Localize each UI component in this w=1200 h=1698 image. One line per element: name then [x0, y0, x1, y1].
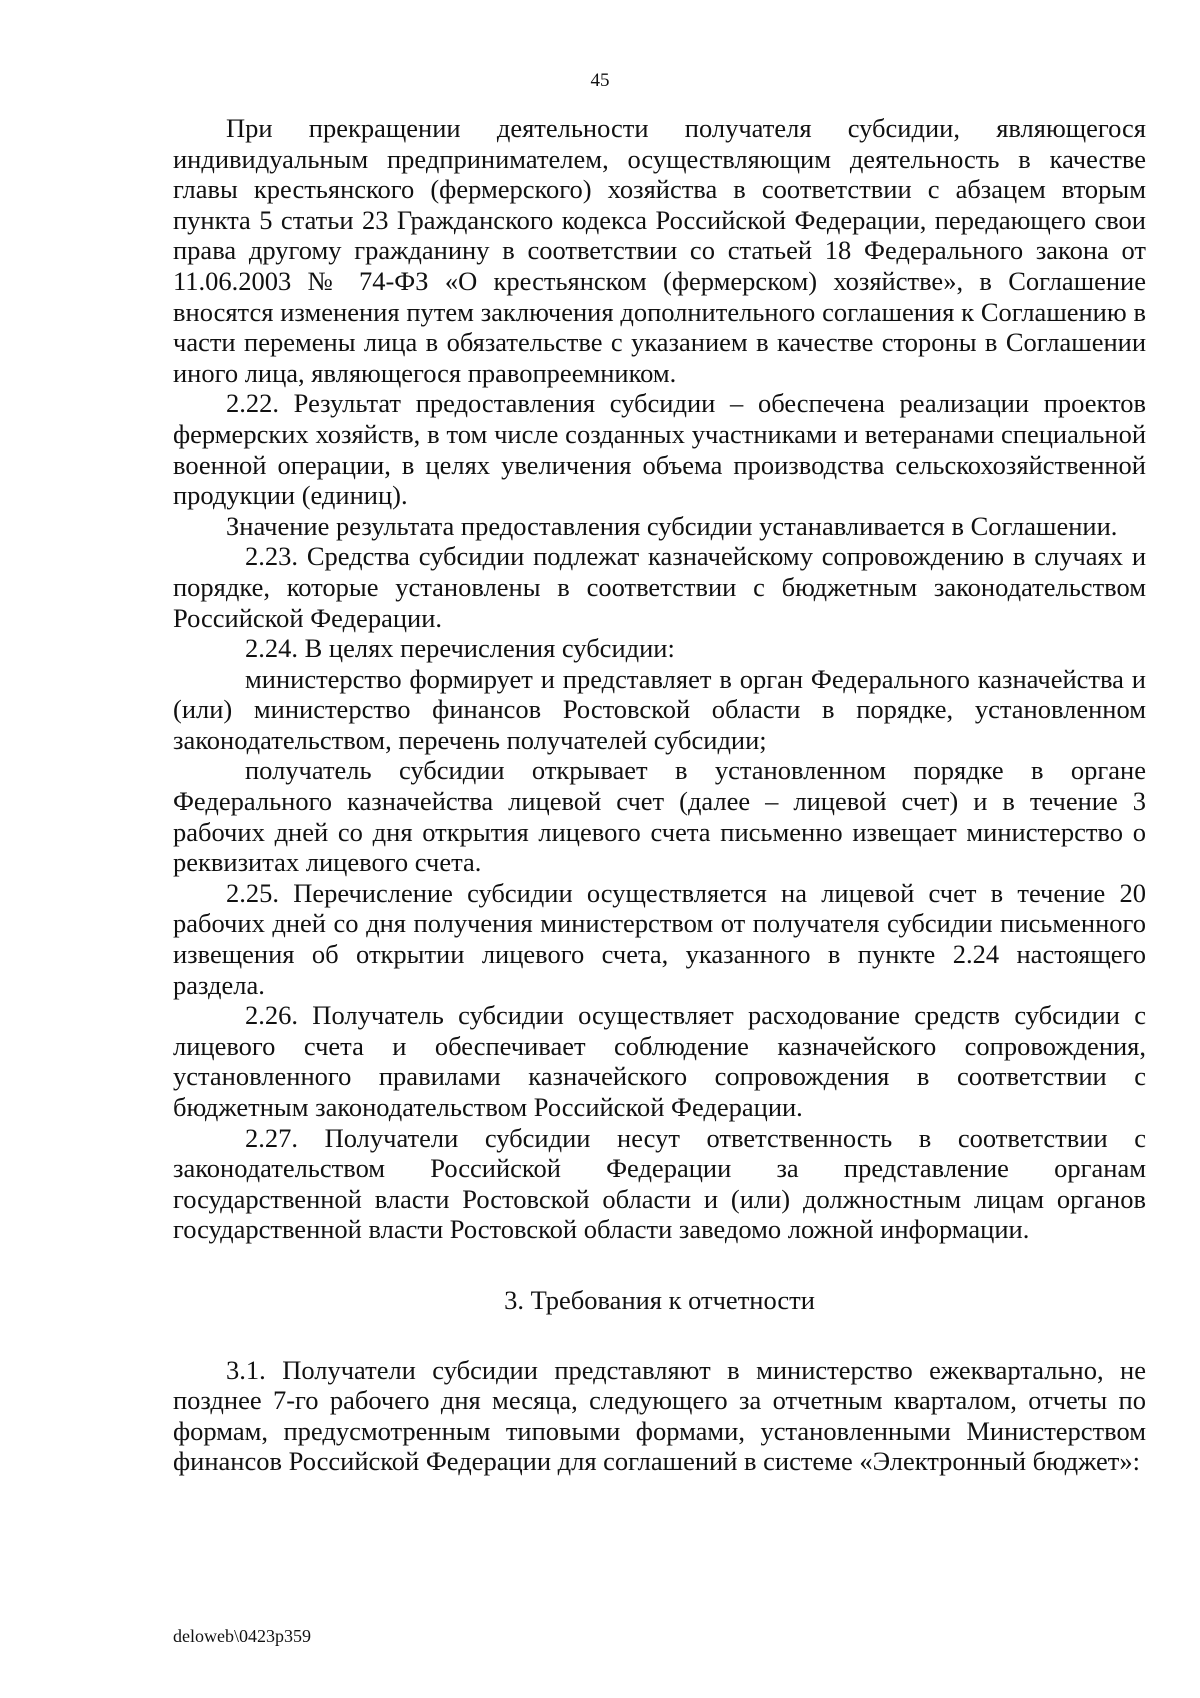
- section-heading-reporting: 3. Требования к отчетности: [504, 1284, 815, 1315]
- paragraph-succession: При прекращении деятельности получателя субсидии, являющегося индивидуальным предпринимателем, осуществляющим деятельность в качестве главы крестьянского (фермерского) хозяйства в соответствии с абзацем вторым пункта 5 статьи 23 Гражданского кодекса Российской Федерации, передающего свои права другому гражданину в соответствии со статьей 18 Федерального закона от 11.06.2003 № 74-ФЗ «О крестьянском (фермерском) хозяйстве», в Соглашение вносятся изменения путем заключения дополнительного соглашения к Соглашению в части перемены лица в обязательстве с указанием в качестве стороны в Соглашении иного лица, являющегося правопреемником.: [173, 113, 1146, 388]
- paragraph-2-25: 2.25. Перечисление субсидии осуществляется на лицевой счет в течение 20 рабочих дней со дня получения министерством от получателя субсидии письменного извещения об открытии лицевого счета, указанного в пункте 2.24 настоящего раздела.: [173, 877, 1146, 1000]
- document-code: deloweb\0423p359: [173, 1626, 311, 1646]
- paragraph-2-23: 2.23. Средства субсидии подлежат казначейскому сопровождению в случаях и порядке, которые установлены в соответствии с бюджетным законодательством Российской Федерации.: [173, 541, 1146, 633]
- paragraph-recipient-account: получатель субсидии открывает в установленном порядке в органе Федерального казначейства лицевой счет (далее – лицевой счет) и в течение 3 рабочих дней со дня открытия лицевого счета письменно извещает министерство о реквизитах лицевого счета.: [173, 755, 1146, 878]
- page-number: 45: [590, 70, 610, 91]
- paragraph-2-27: 2.27. Получатели субсидии несут ответственность в соответствии с законодательством Российской Федерации за представление органам государственной власти Ростовской области и (или) должностным лицам органов государственной власти Ростовской области заведомо ложной информации.: [173, 1122, 1146, 1245]
- paragraph-result-value: Значение результата предоставления субсидии устанавливается в Соглашении.: [226, 510, 1118, 541]
- paragraph-2-22: 2.22. Результат предоставления субсидии – обеспечена реализации проектов фермерских хозяйств, в том числе созданных участниками и ветеранами специальной военной операции, в целях увеличения объема производства сельскохозяйственной продукции (единиц).: [173, 388, 1146, 511]
- document-body: [173, 113, 1146, 1477]
- paragraph-2-24: 2.24. В целях перечисления субсидии:: [245, 633, 675, 664]
- paragraph-2-26: 2.26. Получатель субсидии осуществляет расходование средств субсидии с лицевого счета и обеспечивает соблюдение казначейского сопровождения, установленного правилами казначейского сопровождения в соответствии с бюджетным законодательством Российской Федерации.: [173, 1000, 1146, 1122]
- paragraph-3-1: 3.1. Получатели субсидии представляют в министерство ежеквартально, не позднее 7-го рабочего дня месяца, следующего за отчетным кварталом, отчеты по формам, предусмотренным типовыми формами, установленными Министерством финансов Российской Федерации для соглашений в системе «Электронный бюджет»:: [173, 1354, 1146, 1477]
- paragraph-ministry-list: министерство формирует и представляет в орган Федерального казначейства и (или) министерство финансов Ростовской области в порядке, установленном законодательством, перечень получателей субсидии;: [173, 663, 1146, 755]
